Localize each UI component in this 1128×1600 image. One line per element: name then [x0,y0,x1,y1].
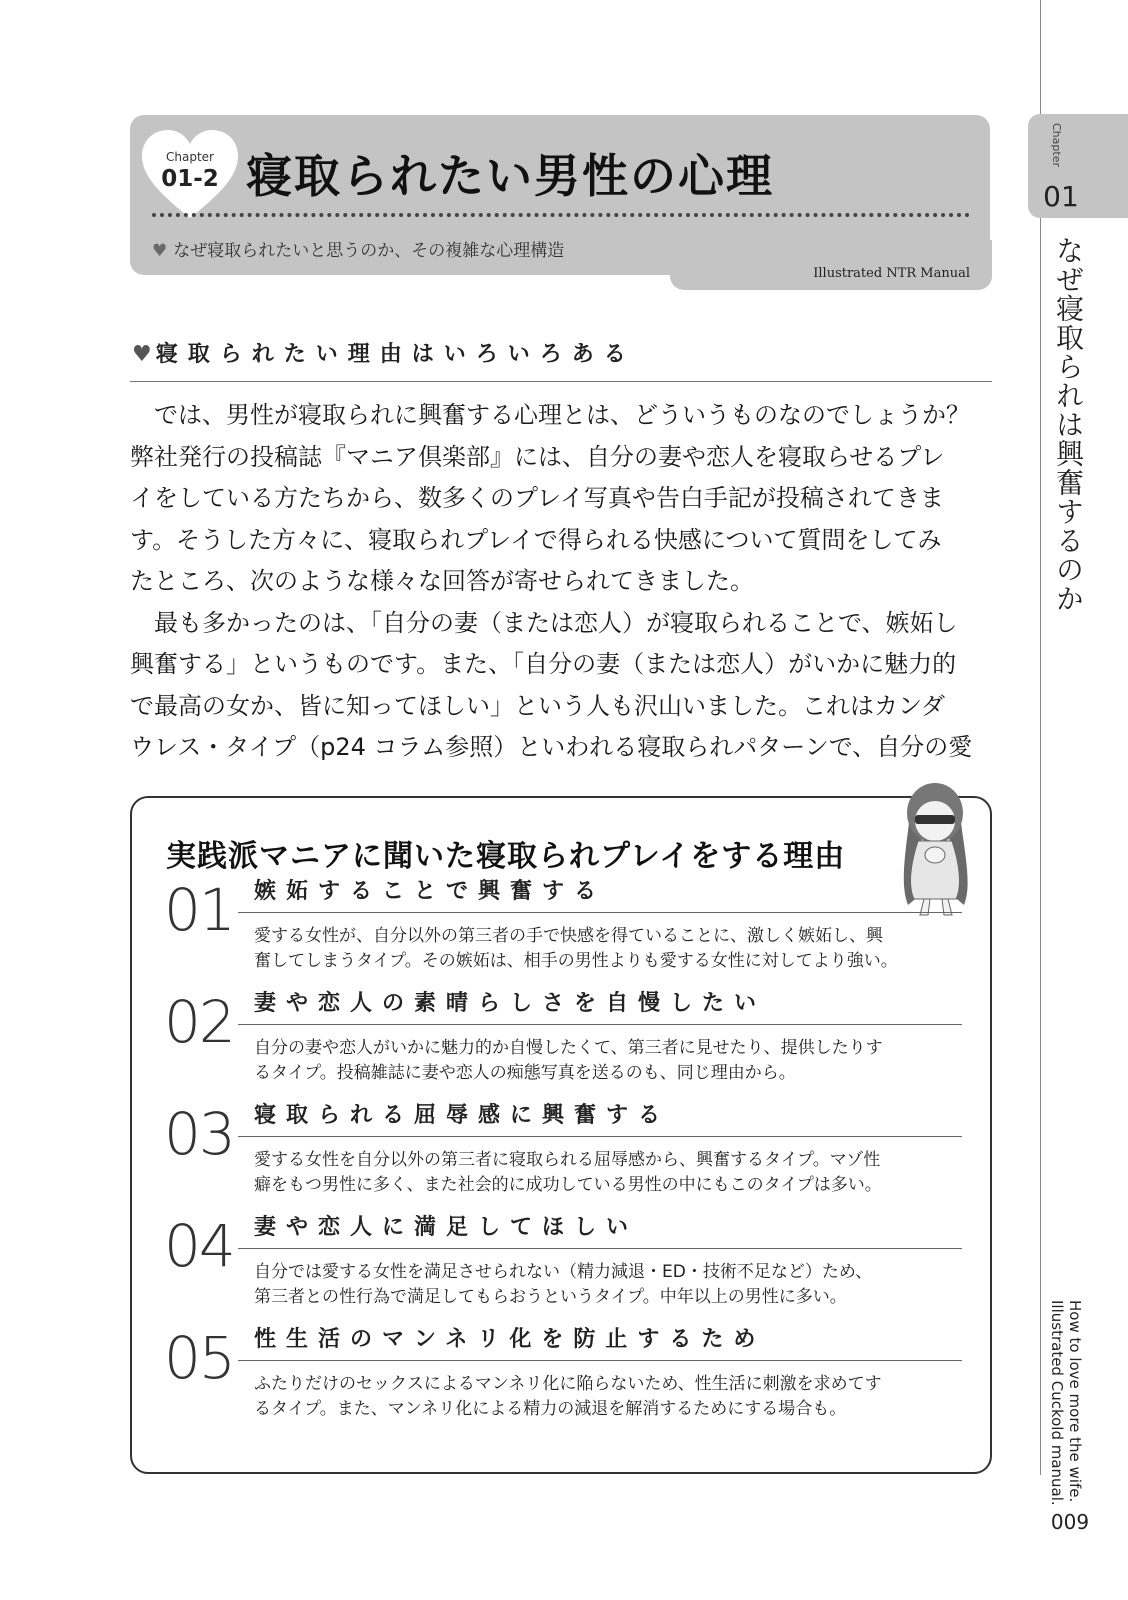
reason-title: 妻や恋人に満足してほしい [254,1215,639,1240]
subtitle-text: なぜ寝取られたいと思うのか、その複雑な心理構造 [173,241,565,261]
side-chapter-label: Chapter [1050,123,1063,167]
page-subtitle [152,236,564,261]
reason-number: 05 [164,1324,234,1392]
body-line: す。そうした方々に、寝取られプレイで得られる快感について質問をしてみ [130,525,942,554]
reason-description-line: 愛する女性が、自分以外の第三者の手で快感を得ていることに、激しく嫉妬し、興 [254,926,883,946]
blindfolded-girl-illustration [880,775,990,925]
chapter-label: Chapter [166,150,214,164]
reason-divider [238,1360,962,1361]
heart-icon: ♥ [132,342,156,367]
title-divider [152,213,970,217]
body-line: ウレス・タイプ（p24 コラム参照）といわれる寝取られパターンで、自分の愛 [130,733,973,761]
reason-description [254,1036,966,1086]
side-chapter-number: 01 [1043,180,1079,213]
manual-label: Illustrated NTR Manual [813,266,970,281]
body-line: 最も多かったのは、「自分の妻（または恋人）が寝取られることで、嫉妬し [130,608,958,637]
body-text [130,395,996,769]
reason-number: 02 [164,988,234,1056]
reason-description-line: るタイプ。また、マンネリ化による精力の減退を解消するためにする場合も。 [254,1399,847,1419]
reason-number: 04 [164,1212,234,1280]
reason-description-line: 第三者との性行為で満足してもらおうというタイプ。中年以上の男性に多い。 [254,1287,847,1307]
section-heading-text: 寝取られたい理由はいろいろある [155,342,636,367]
reason-title: 寝取られる屈辱感に興奮する [254,1103,671,1128]
chapter-number: 01-2 [161,166,219,192]
reason-divider [238,1248,962,1249]
body-line: では、男性が寝取られに興奮する心理とは、どういうものなのでしょうか？ [130,401,970,429]
reason-title: 妻や恋人の素晴らしさを自慢したい [254,991,767,1016]
side-chapter-title: なぜ寝取られは興奮するのか [1052,236,1085,613]
reason-description-line: 癖をもつ男性に多く、また社会的に成功している男性の中にもこのタイプは多い。 [254,1175,882,1195]
reason-divider [238,1136,962,1137]
reason-description-line: 奮してしまうタイプ。その嫉妬は、相手の男性よりも愛する女性に対してより強い。 [254,951,898,971]
side-english-caption [1048,1300,1084,1506]
reason-divider [238,912,962,913]
reasons-box-title: 実践派マニアに聞いた寝取られプレイをする理由 [166,839,846,874]
body-line: 弊社発行の投稿誌『マニア倶楽部』には、自分の妻や恋人を寝取らせるプレ [130,442,945,471]
reason-description-line: 自分の妻や恋人がいかに魅力的か自慢したくて、第三者に見せたり、提供したりす [254,1038,883,1058]
reason-description [254,1260,966,1310]
reason-number: 01 [164,876,234,944]
reason-title: 嫉妬することで興奮する [254,879,607,904]
reason-description-line: るタイプ。投稿雑誌に妻や恋人の痴態写真を送るのも、同じ理由から。 [254,1063,796,1083]
reason-description-line: ふたりだけのセックスによるマンネリ化に陥らないため、性生活に刺激を求めてす [254,1374,882,1394]
reason-description [254,1372,966,1422]
side-english-line: Illustrated Cuckold manual. [1048,1300,1066,1506]
reason-description [254,1148,966,1198]
reason-description [254,924,966,974]
body-line: で最高の女か、皆に知ってほしい」という人も沢山いました。これはカンダ [130,691,946,720]
page-number: 009 [1050,1510,1090,1534]
reason-divider [238,1024,962,1025]
reason-title: 性生活のマンネリ化を防止するため [254,1327,766,1352]
chapter-header-tail [670,240,992,290]
heart-icon: ♥ [152,241,168,261]
body-line: たところ、次のような様々な回答が寄せられてきました。 [130,567,754,595]
reason-number: 03 [164,1100,234,1168]
section-heading [132,337,636,368]
section-divider [130,381,992,382]
side-english-line: How to love more the wife. [1066,1300,1084,1503]
reason-description-line: 愛する女性を自分以外の第三者に寝取られる屈辱感から、興奮するタイプ。マゾ性 [254,1150,881,1170]
page-title: 寝取られたい男性の心理 [246,149,774,203]
body-line: イをしている方たちから、数多くのプレイ写真や告白手記が投稿されてきま [130,484,944,512]
margin-divider [1040,0,1041,1475]
reason-description-line: 自分では愛する女性を満足させられない（精力減退・ED・技術不足など）ため、 [254,1262,873,1282]
body-line: 興奮する」というものです。また、「自分の妻（または恋人）がいかに魅力的 [130,650,957,678]
